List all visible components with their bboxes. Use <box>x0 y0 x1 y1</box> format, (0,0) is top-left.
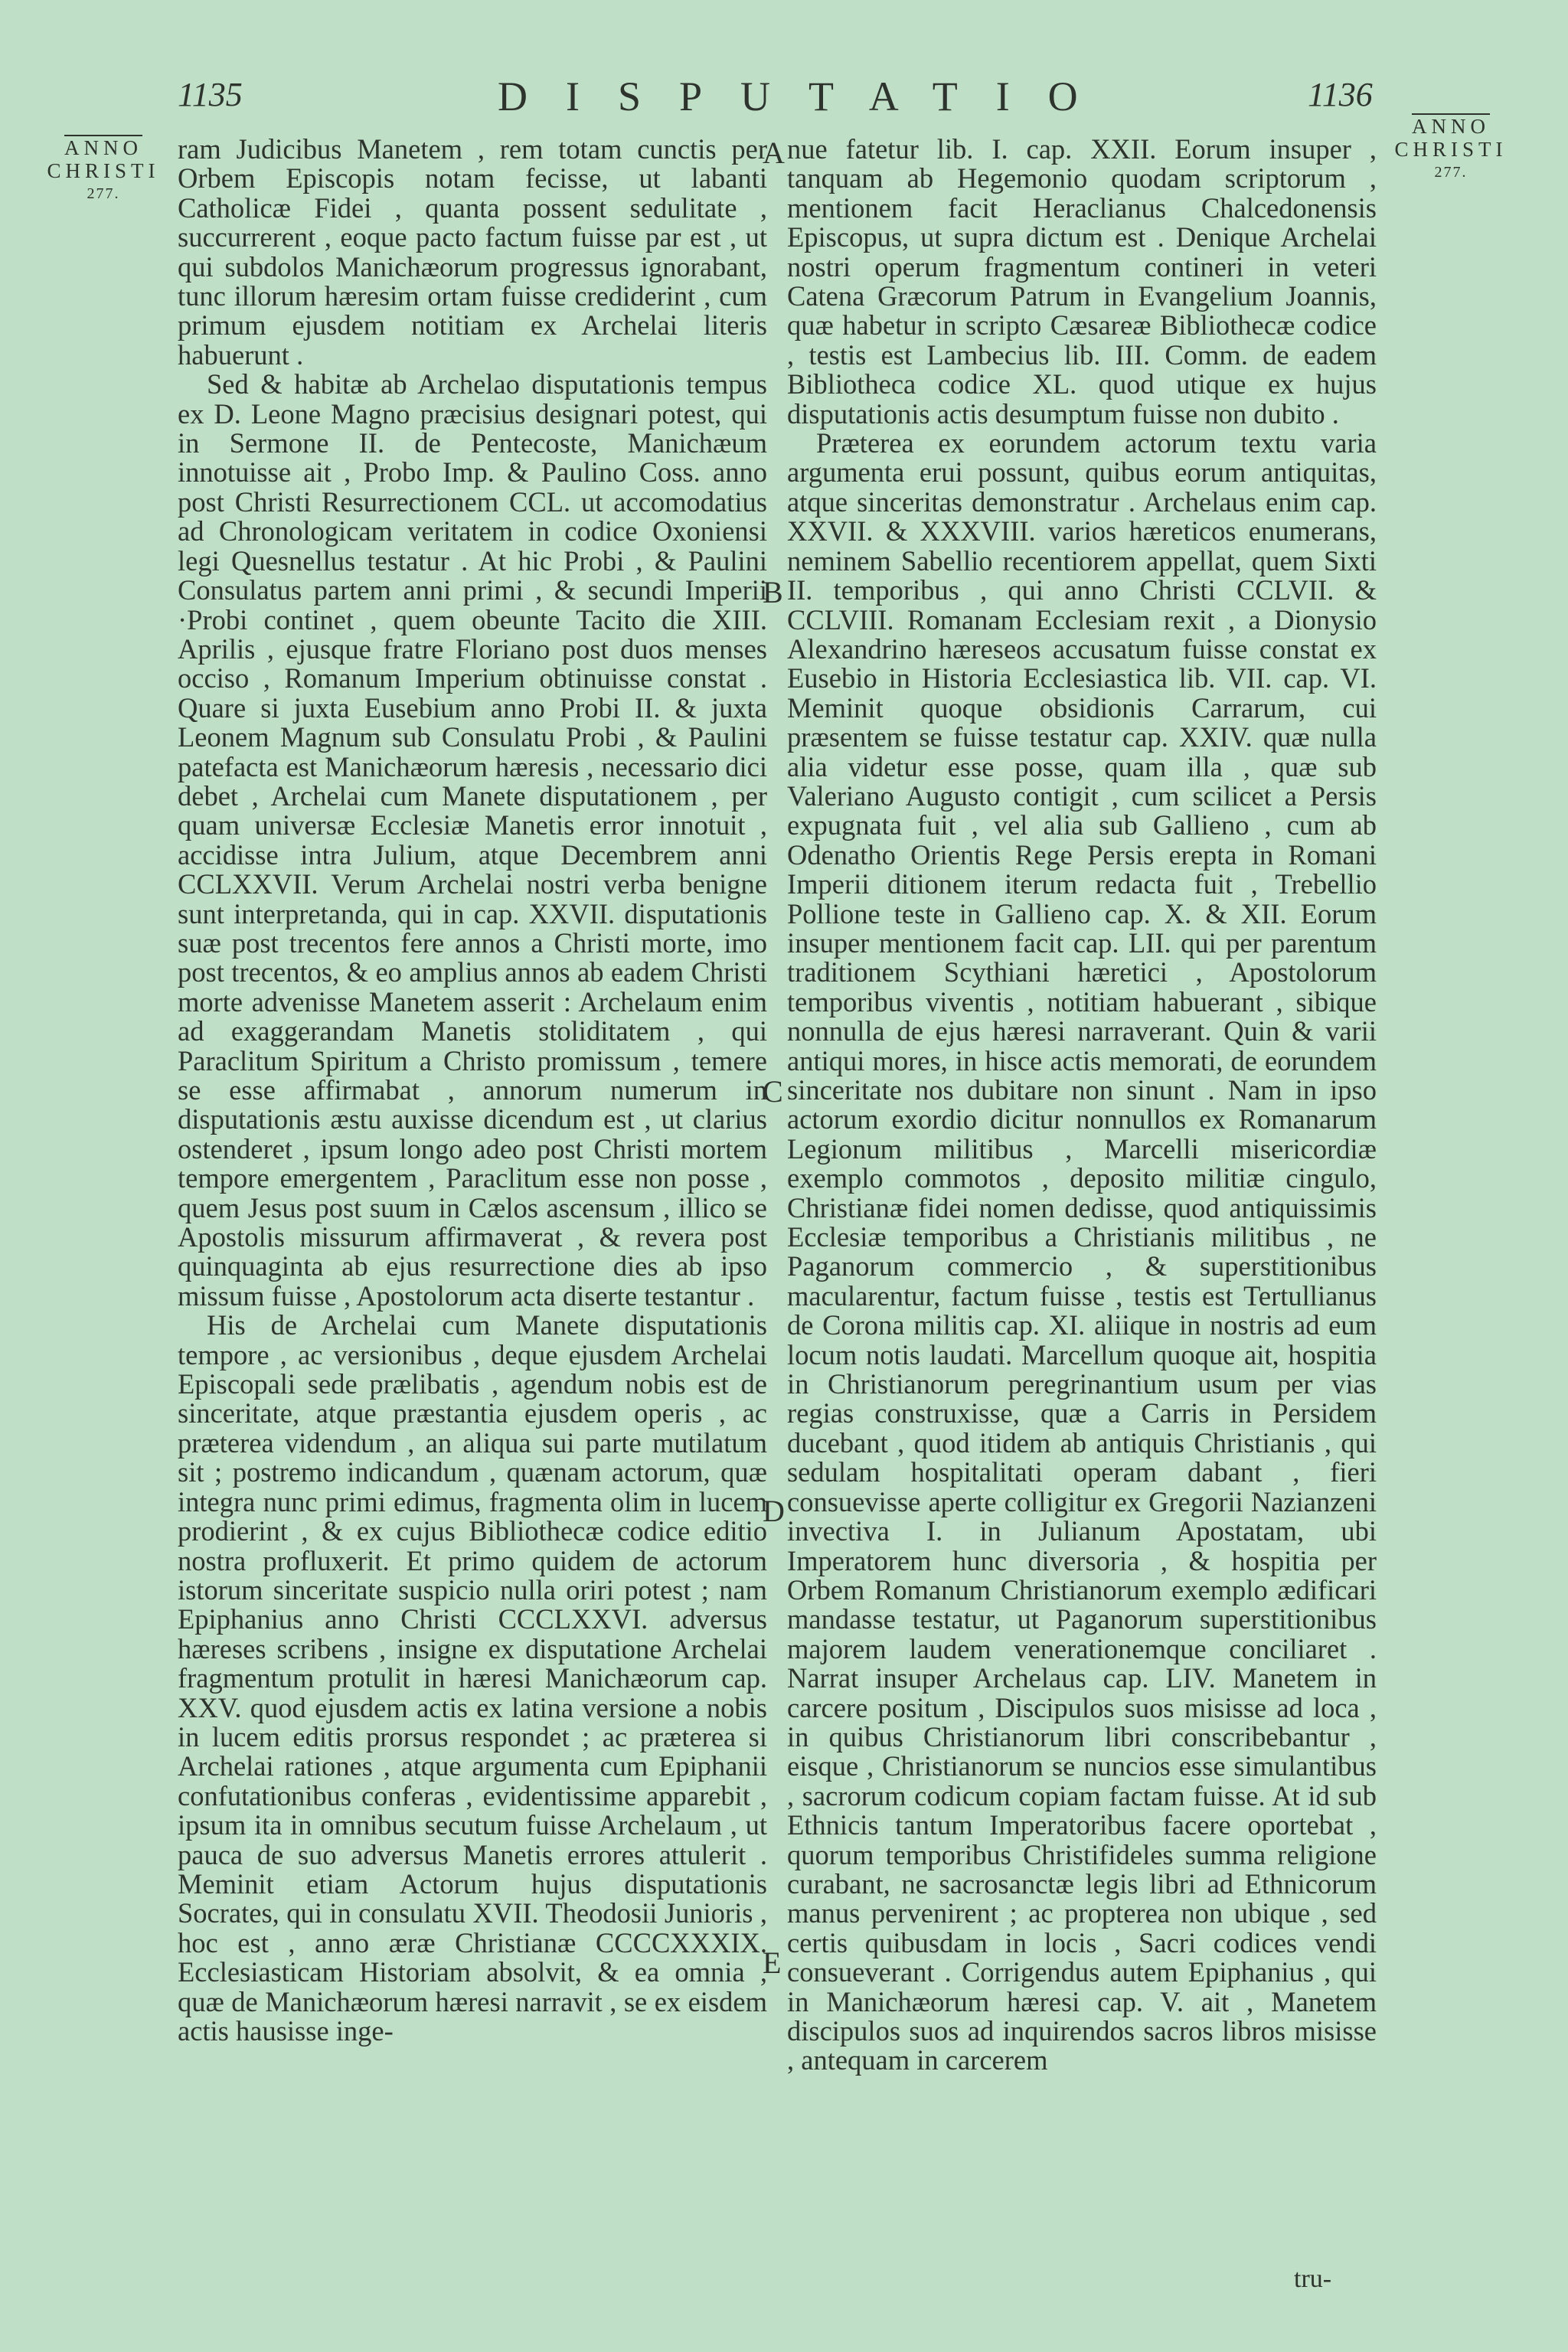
section-marker-e: E <box>763 1945 782 1980</box>
section-marker-c: C <box>763 1074 783 1109</box>
paragraph: Præterea ex eorundem actorum textu varia argumenta erui possunt, quibus eorum antiquitas, atque sinceritas demonstratur . Archelaus enim cap. XXVII. & XXXVIII. varios hæreticos enumerans, neminem Sabellio recentiorem appellat, quem Sixti II. temporibus , qui anno Christi CCLVII. & CCLVIII. Romanam Ecclesiam rexit , a Dionysio Alexandrino hæreseos accusatum fuisse constat ex Eusebio in Historia Ecclesiastica lib. VII. cap. VI. Meminit quoque obsidionis Carrarum, cui præsentem se fuisse testatur cap. XXIV. quæ nulla alia videtur esse posse, quam illa , quæ sub Valeriano Augusto contigit , cum scilicet a Persis expugnata fuit , vel alia sub Gallieno , cum ab Odenatho Orientis Rege Persis erepta in Romani Imperii ditionem iterum redacta fuit , Trebellio Pollione teste in Gallieno cap. X. & XII. Eorum insuper mentionem facit cap. LII. qui per parentum traditionem Scythiani hæretici , Apostolorum temporibus viventis , notitiam habuerant , sibique nonnulla de ejus hæresi narraverant. Quin & varii antiqui mores, in hisce actis memorati, de eorundem sinceritate nos dubitare non sinunt . Nam in ipso actorum exordio dicitur nonnullos ex Romanarum Legionum militibus , Marcelli misericordiæ exemplo commotos , deposito militiæ cingulo, Christianæ fidei nomen dedisse, quod antiquissimis Ecclesiæ temporibus a Christianis militibus , ne Paganorum commercio , & superstitionibus macularentur, factum fuisse , testis est Tertullianus de Corona militis cap. XI. aliique in nostris ad eum locum notis laudati. Marcellum quoque ait, hospitia in Christianorum peregrinantium usum per vias regias construxisse, quæ a Carris in Persidem ducebant , quod itidem ab antiquis Christianis , qui sedulam hospitalitati operam dabant , fieri consuevisse aperte colligitur ex Gregorii Nazianzeni invectiva I. in Julianum Apostatam, ubi Imperatorem hunc diversoria , & hospitia per Orbem Romanum Christianorum exemplo ædificari mandasse testatur, ut Paganorum superstitionibus majorem laudem venerationemque conciliaret . Narrat insuper Archelaus cap. LIV. Manetem in carcere positum , Discipulos suos misisse ad loca , in quibus Christianorum libri conscribebantur , eisque , Christianorum se nuncios esse simulantibus , sacrorum codicum copiam factam fuisse. At id sub Ethnicis tantum Imperatoribus facere oportebat , quorum temporibus Christifideles summa religione curabant, ne sacrosanctæ legis libri ad Ethnicorum manus pervenirent ; ac propterea non ubique , sed certis quibusdam in locis , Sacri codices vendi consueverant . Corrigendus autem Epiphanius , qui in Manichæorum hæresi cap. V. ait , Manetem discipulos suos ad inquirendos sacros libros misisse , antequam in carcerem <box>787 427 1377 2076</box>
right-page-number: 1136 <box>1308 76 1373 113</box>
right-christi-label: CHRISTI <box>1394 138 1508 161</box>
right-text-column <box>787 135 1377 2076</box>
right-margin-year-note <box>1393 115 1508 184</box>
paragraph: ram Judicibus Manetem , rem totam cunctis per Orbem Episcopis notam fecisse, ut labanti Catholicæ Fidei , quanta possent sedulitate , succurrerent , eoque pacto factum fuisse par est , ut qui subdolos Manichæorum progressus ignorabant, tunc illorum hæresim ortam fuisse crediderint , cum primum ejusdem notitiam ex Archelai literis habuerunt . <box>178 133 767 371</box>
left-margin-year-note <box>46 136 161 205</box>
paragraph: Sed & habitæ ab Archelao disputationis tempus ex D. Leone Magno præcisius designari potest, qui in Sermone II. de Pentecoste, Manichæum innotuisse ait , Probo Imp. & Paulino Coss. anno post Christi Resurrectionem CCL. ut accomodatius ad Chronologicam veritatem in codice Oxoniensi legi Quesnellus testatur . At hic Probi , & Paulini Consulatus partem anni primi , & secundi Imperii ·Probi continet , quem obeunte Tacito die XIII. Aprilis , ejusque fratre Floriano post duos menses occiso , Romanum Imperium obtinuisse constat . Quare si juxta Eusebium anno Probi II. & juxta Leonem Magnum sub Consulatu Probi , & Paulini patefacta est Manichæorum hæresis , necessario dici debet , Archelai cum Manete disputationem , per quam universæ Ecclesiæ Manetis error innotuit , accidisse intra Julium, atque Decembrem anni CCLXXVII. Verum Archelai nostri verba benigne sunt interpretanda, qui in cap. XXVII. disputationis suæ post trecentos fere annos a Christi morte, imo post trecentos, & eo amplius annos ab eadem Christi morte advenisse Manetem asserit : Archelaum enim ad exaggerandam Manetis stoliditatem , qui Paraclitum Spiritum a Christo promissum , temere se esse affirmabat , annorum numerum in disputationis æstu auxisse dicendum est , ut clarius ostenderet , ipsum longo adeo post Christi mortem tempore emergentem , Paraclitum esse non posse , quem Jesus post suum in Cælos ascensum , illico se Apostolis missurum affirmaverat , & revera post quinquaginta ab ejus resurrectione dies ab ipso missum fuisse , Apostolorum acta diserte testantur . <box>178 368 767 1312</box>
section-marker-d: D <box>763 1494 785 1528</box>
paragraph: nue fatetur lib. I. cap. XXII. Eorum insuper , tanquam ab Hegemonio quodam scriptorum , mentionem facit Heraclianus Chalcedonensis Episcopus, ut supra dictum est . Denique Archelai nostri operum fragmentum contineri in veteri Catena Græcorum Patrum in Evangelium Joannis, quæ habetur in scripto Cæsareæ Bibliothecæ codice , testis est Lambecius lib. III. Comm. de eadem Bibliotheca codice XL. quod utique ex hujus disputationis actis desumptum fuisse non dubito . <box>787 133 1377 430</box>
left-christi-label: CHRISTI <box>47 159 160 182</box>
right-anno-label: ANNO <box>1412 115 1490 138</box>
left-year-label: 277. <box>87 185 120 202</box>
section-marker-a: A <box>763 136 785 170</box>
section-marker-b: B <box>763 575 783 609</box>
right-year-label: 277. <box>1434 164 1468 181</box>
left-text-column <box>178 135 767 2046</box>
left-page-number: 1135 <box>178 76 243 113</box>
catchword: tru- <box>1294 2265 1332 2293</box>
running-title: DISPUTATIO <box>498 74 1116 119</box>
paragraph: His de Archelai cum Manete disputationis tempore , ac versionibus , deque ejusdem Archelai Episcopali sede prælibatis , agendum nobis est de sinceritate, atque præstantia ejusdem operis , ac præterea videndum , an aliqua sui parte mutilatum sit ; postremo indicandum , quænam actorum, quæ integra nunc primi edimus, fragmenta olim in lucem prodierint , & ex cujus Bibliothecæ codice editio nostra profluxerit. Et primo quidem de actorum istorum sinceritate suspicio nulla oriri potest ; nam Epiphanius anno Christi CCCLXXVI. adversus hæreses scribens , insigne ex disputatione Archelai fragmentum protulit in hæresi Manichæorum cap. XXV. quod ejusdem actis ex latina versione a nobis in lucem editis prorsus respondet ; ac præterea si Archelai rationes , atque argumenta cum Epiphanii confutationibus conferas , evidentissime apparebit , ipsum ita in omnibus secutum fuisse Archelaum , ut pauca de suo adversus Manetis errores attulerit . Meminit etiam Actorum hujus disputationis Socrates, qui in consulatu XVII. Theodosii Junioris , hoc est , anno æræ Christianæ CCCCXXXIX. Ecclesiasticam Historiam absolvit, & ea omnia , quæ de Manichæorum hæresi narravit , se ex eisdem actis hausisse inge- <box>178 1309 767 2047</box>
left-anno-label: ANNO <box>64 136 142 159</box>
